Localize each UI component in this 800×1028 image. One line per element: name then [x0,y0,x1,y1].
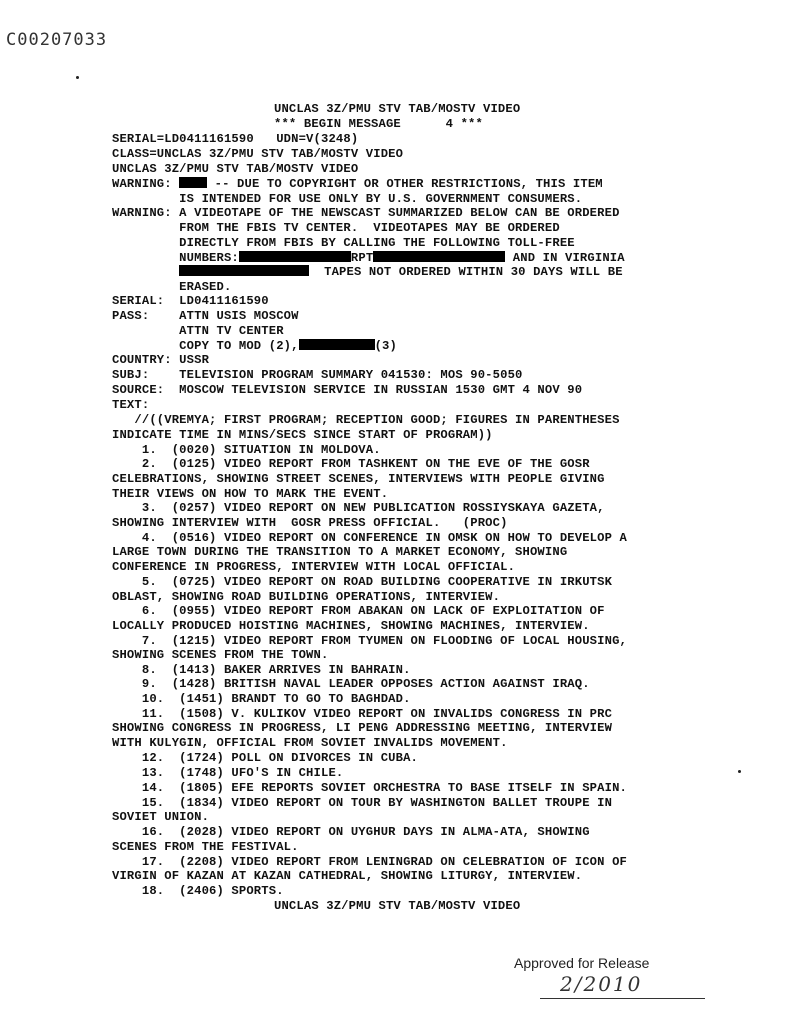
document-line: 15. (1834) VIDEO REPORT ON TOUR BY WASHINGTON BALLET TROUPE IN [112,796,613,810]
document-line: SCENES FROM THE FESTIVAL. [112,840,299,854]
document-line: 13. (1748) UFO'S IN CHILE. [112,766,344,780]
document-line: ERASED. [112,280,232,294]
document-line: WARNING: A VIDEOTAPE OF THE NEWSCAST SUMMARIZED BELOW CAN BE ORDERED [112,206,620,220]
document-line: SHOWING SCENES FROM THE TOWN. [112,648,329,662]
document-line: 18. (2406) SPORTS. [112,884,284,898]
document-line: CONFERENCE IN PROGRESS, INTERVIEW WITH LOCAL OFFICIAL. [112,560,516,574]
document-line: THEIR VIEWS ON HOW TO MARK THE EVENT. [112,487,389,501]
document-line: 3. (0257) VIDEO REPORT ON NEW PUBLICATION ROSSIYSKAYA GAZETA, [112,501,605,515]
document-line: SERIAL: LD0411161590 [112,294,269,308]
document-line: TAPES NOT ORDERED WITHIN 30 DAYS WILL BE [112,265,623,280]
document-line: CELEBRATIONS, SHOWING STREET SCENES, INTERVIEWS WITH PEOPLE GIVING [112,472,605,486]
document-line: 11. (1508) V. KULIKOV VIDEO REPORT ON INVALIDS CONGRESS IN PRC [112,707,613,721]
redaction-block [373,251,505,262]
document-line: INDICATE TIME IN MINS/SECS SINCE START OF PROGRAM)) [112,428,493,442]
scan-speck [738,770,741,773]
document-line: *** BEGIN MESSAGE 4 *** [274,117,483,131]
document-line: UNCLAS 3Z/PMU STV TAB/MOSTV VIDEO [274,899,521,913]
document-line: TEXT: [112,398,150,412]
document-line: SHOWING INTERVIEW WITH GOSR PRESS OFFICIAL. (PROC) [112,516,508,530]
document-line: 8. (1413) BAKER ARRIVES IN BAHRAIN. [112,663,411,677]
document-line: SUBJ: TELEVISION PROGRAM SUMMARY 041530: MOS 90-5050 [112,368,523,382]
document-line: SOURCE: MOSCOW TELEVISION SERVICE IN RUSSIAN 1530 GMT 4 NOV 90 [112,383,583,397]
release-stamp: Approved for Release [514,955,650,971]
document-line: WITH KULYGIN, OFFICIAL FROM SOVIET INVALIDS MOVEMENT. [112,736,508,750]
document-line: CLASS=UNCLAS 3Z/PMU STV TAB/MOSTV VIDEO [112,147,404,161]
document-line: LARGE TOWN DURING THE TRANSITION TO A MARKET ECONOMY, SHOWING [112,545,568,559]
document-line: UNCLAS 3Z/PMU STV TAB/MOSTV VIDEO [112,162,359,176]
document-line: 10. (1451) BRANDT TO GO TO BAGHDAD. [112,692,411,706]
document-line: FROM THE FBIS TV CENTER. VIDEOTAPES MAY BE ORDERED [112,221,560,235]
redaction-block [239,251,351,262]
document-line: 12. (1724) POLL ON DIVORCES IN CUBA. [112,751,419,765]
document-line: NUMBERS: RPT AND IN VIRGINIA [112,251,625,265]
document-line: SERIAL=LD0411161590 UDN=V(3248) [112,132,359,146]
redaction-block [179,177,207,188]
document-line: VIRGIN OF KAZAN AT KAZAN CATHEDRAL, SHOWING LITURGY, INTERVIEW. [112,869,583,883]
document-line: 5. (0725) VIDEO REPORT ON ROAD BUILDING COOPERATIVE IN IRKUTSK [112,575,613,589]
redaction-block [179,265,309,276]
document-line: 17. (2208) VIDEO REPORT FROM LENINGRAD ON CELEBRATION OF ICON OF [112,855,627,869]
document-line: 16. (2028) VIDEO REPORT ON UYGHUR DAYS IN ALMA-ATA, SHOWING [112,825,590,839]
document-line: COPY TO MOD (2), (3) [112,339,397,353]
document-line: OBLAST, SHOWING ROAD BUILDING OPERATIONS, INTERVIEW. [112,590,501,604]
document-line: ATTN TV CENTER [112,324,284,338]
document-line: DIRECTLY FROM FBIS BY CALLING THE FOLLOWING TOLL-FREE [112,236,575,250]
document-line: SOVIET UNION. [112,810,210,824]
document-line: 1. (0020) SITUATION IN MOLDOVA. [112,443,381,457]
release-date: 2/2010 [540,972,705,999]
scan-speck [76,76,79,79]
document-line: 2. (0125) VIDEO REPORT FROM TASHKENT ON THE EVE OF THE GOSR [112,457,590,471]
document-line: 14. (1805) EFE REPORTS SOVIET ORCHESTRA TO BASE ITSELF IN SPAIN. [112,781,627,795]
document-line: WARNING: -- DUE TO COPYRIGHT OR OTHER RESTRICTIONS, THIS ITEM [112,177,603,191]
document-line: LOCALLY PRODUCED HOISTING MACHINES, SHOWING MACHINES, INTERVIEW. [112,619,590,633]
document-line: 4. (0516) VIDEO REPORT ON CONFERENCE IN OMSK ON HOW TO DEVELOP A [112,531,627,545]
document-line: 9. (1428) BRITISH NAVAL LEADER OPPOSES ACTION AGAINST IRAQ. [112,677,590,691]
document-line: PASS: ATTN USIS MOSCOW [112,309,299,323]
document-line: 7. (1215) VIDEO REPORT FROM TYUMEN ON FLOODING OF LOCAL HOUSING, [112,634,627,648]
document-line: COUNTRY: USSR [112,353,210,367]
document-line: //((VREMYA; FIRST PROGRAM; RECEPTION GOOD; FIGURES IN PARENTHESES [112,413,620,427]
document-id: C00207033 [6,30,108,50]
document-line: UNCLAS 3Z/PMU STV TAB/MOSTV VIDEO [274,102,521,116]
document-line: IS INTENDED FOR USE ONLY BY U.S. GOVERNMENT CONSUMERS. [112,192,583,206]
document-line: SHOWING CONGRESS IN PROGRESS, LI PENG ADDRESSING MEETING, INTERVIEW [112,721,613,735]
redaction-block [299,339,375,350]
document-line: 6. (0955) VIDEO REPORT FROM ABAKAN ON LACK OF EXPLOITATION OF [112,604,605,618]
